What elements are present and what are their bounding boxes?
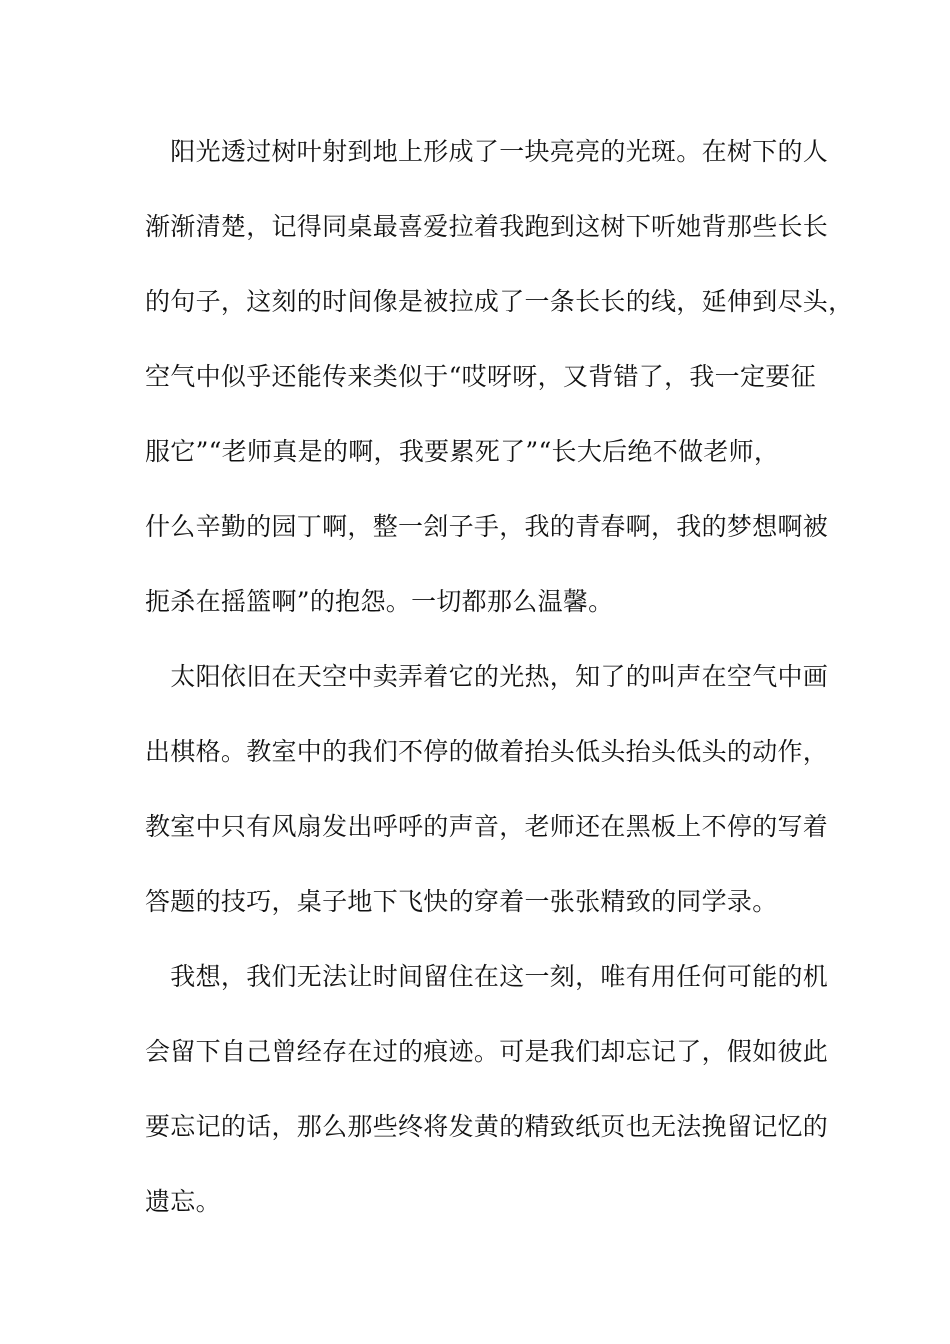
text-line: 答题的技巧，桌子地下飞快的穿着一张张精致的同学录。 bbox=[145, 887, 778, 916]
text-line: 遗忘。 bbox=[145, 1187, 221, 1216]
text-line: 什么辛勤的园丁啊，整一刽子手，我的青春啊，我的梦想啊被 bbox=[145, 512, 829, 541]
text-line: 服它”“老师真是的啊，我要累死了”“长大后绝不做老师， bbox=[145, 437, 780, 466]
document-body bbox=[145, 127, 854, 1252]
text-line: 要忘记的话，那么那些终将发黄的精致纸页也无法挽留记忆的 bbox=[145, 1112, 829, 1141]
text-line: 渐渐清楚，记得同桌最喜爱拉着我跑到这树下听她背那些长长 bbox=[145, 212, 829, 241]
text-line: 扼杀在摇篮啊”的抱怨。一切都那么温馨。 bbox=[145, 587, 614, 616]
text-line: 空气中似乎还能传来类似于“哎呀呀，又背错了，我一定要征 bbox=[145, 362, 816, 391]
text-line: 教室中只有风扇发出呼呼的声音，老师还在黑板上不停的写着 bbox=[145, 812, 829, 841]
text-line: 太阳依旧在天空中卖弄着它的光热，知了的叫声在空气中画 bbox=[145, 662, 829, 691]
text-line: 出棋格。教室中的我们不停的做着抬头低头抬头低头的动作， bbox=[145, 737, 829, 766]
text-line: 我想，我们无法让时间留住在这一刻，唯有用任何可能的机 bbox=[145, 962, 829, 991]
text-line: 会留下自己曾经存在过的痕迹。可是我们却忘记了，假如彼此 bbox=[145, 1037, 829, 1066]
text-line: 的句子，这刻的时间像是被拉成了一条长长的线，延伸到尽头， bbox=[145, 287, 854, 316]
text-line: 阳光透过树叶射到地上形成了一块亮亮的光斑。在树下的人 bbox=[145, 137, 829, 166]
